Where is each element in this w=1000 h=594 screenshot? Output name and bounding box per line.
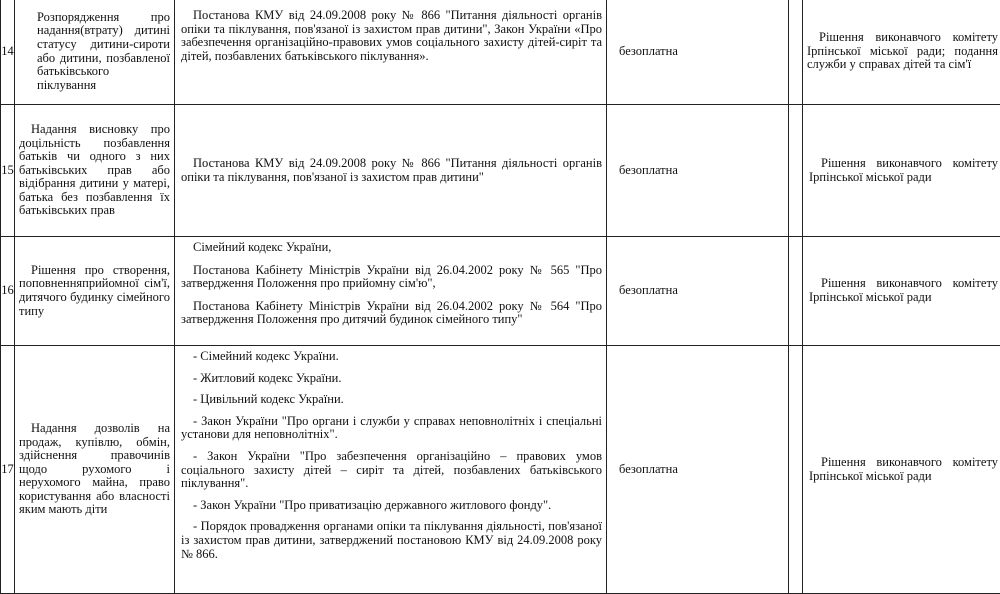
row-number: 16 [1,237,15,346]
table-row [1,105,1000,237]
cost: безоплатна [607,105,789,237]
table-row [1,0,1000,105]
legal-basis [175,0,607,105]
service-name-text: Рішення про створення, поповненняприйомної сім'ї, дитячого будинку сімейного типу [19,264,170,318]
decision-text: Рішення виконавчого комітету Ірпінської міської ради; подання служби у справах дітей та сім'ї [807,31,998,72]
spacer-cell [789,105,803,237]
decision-text: Рішення виконавчого комітету Ірпінської міської ради [809,157,998,184]
decision-text: Рішення виконавчого комітету Ірпінської міської ради [809,456,998,483]
cost: безоплатна [607,0,789,105]
decision [803,346,1000,594]
service-name-text: Надання висновку про доцільність позбавлення батьків чи одного з них батьківських прав або відібрання дитини у матері, батька без позбавлення їх батьківських прав [19,123,170,218]
service-name [15,105,175,237]
decision [803,0,1000,105]
decision [803,105,1000,237]
row-number: 15 [1,105,15,237]
spacer-cell [789,0,803,105]
legal-basis-item: - Закон України "Про забезпечення організаційно – правових умов соціального захисту дітей – сиріт та дітей, позбавлених батьківського піклування". [181,450,602,491]
legal-basis-item: - Закон України "Про приватизацію державного житлового фонду". [181,499,602,513]
legal-basis-item: - Закон України "Про органи і служби у справах неповнолітніх і спеціальні установи для неповнолітніх". [181,415,602,442]
legal-basis-item: Постанова Кабінету Міністрів України від 26.04.2002 року № 565 "Про затвердження Положення про прийомну сім'ю", [181,264,602,291]
service-name [15,0,175,105]
row-number: 17 [1,346,15,594]
spacer-cell [789,237,803,346]
legal-basis-item: - Порядок провадження органами опіки та піклування діяльності, пов'язаної із захистом прав дитини, затверджений постановою КМУ від 24.09.2008 року № 866. [181,520,602,561]
service-name [15,346,175,594]
decision [803,237,1000,346]
legal-basis-item: Постанова КМУ від 24.09.2008 року № 866 "Питання діяльності органів опіки та піклування, пов'язаної із захистом прав дитини" [181,157,602,184]
row-number: 14 [1,0,15,105]
service-name-text: Розпорядження про надання(втрату) дитині статусу дитини-сироти або дитини, позбавленої батьківського піклування [37,11,170,93]
legal-basis-item: - Житловий кодекс України. [181,372,602,386]
legal-basis-item: - Цивільний кодекс України. [181,393,602,407]
spacer-cell [789,346,803,594]
table-row [1,237,1000,346]
legal-basis [175,105,607,237]
legal-basis-item: Постанова КМУ від 24.09.2008 року № 866 "Питання діяльності органів опіки та піклування, пов'язаної із захистом прав дитини", Закон України «Про забезпечення організаційно-правових умов соціального захисту дітей-сиріт та дітей, позбавлених батьківського піклування». [181,9,602,63]
table-row [1,346,1000,594]
cost: безоплатна [607,237,789,346]
legal-basis-item: Постанова Кабінету Міністрів України від 26.04.2002 року № 564 "Про затвердження Положення про дитячий будинок сімейного типу" [181,300,602,327]
legal-basis [175,237,607,346]
legal-basis-item: - Сімейний кодекс України. [181,350,602,364]
service-name-text: Надання дозволів на продаж, купівлю, обмін, здійснення правочинів щодо рухомого і нерухомого майна, право користування або власності яким мають діти [19,422,170,517]
legal-basis-item: Сімейний кодекс України, [181,241,602,255]
cost: безоплатна [607,346,789,594]
decision-text: Рішення виконавчого комітету Ірпінської міської ради [809,277,998,304]
legal-basis [175,346,607,594]
service-name [15,237,175,346]
